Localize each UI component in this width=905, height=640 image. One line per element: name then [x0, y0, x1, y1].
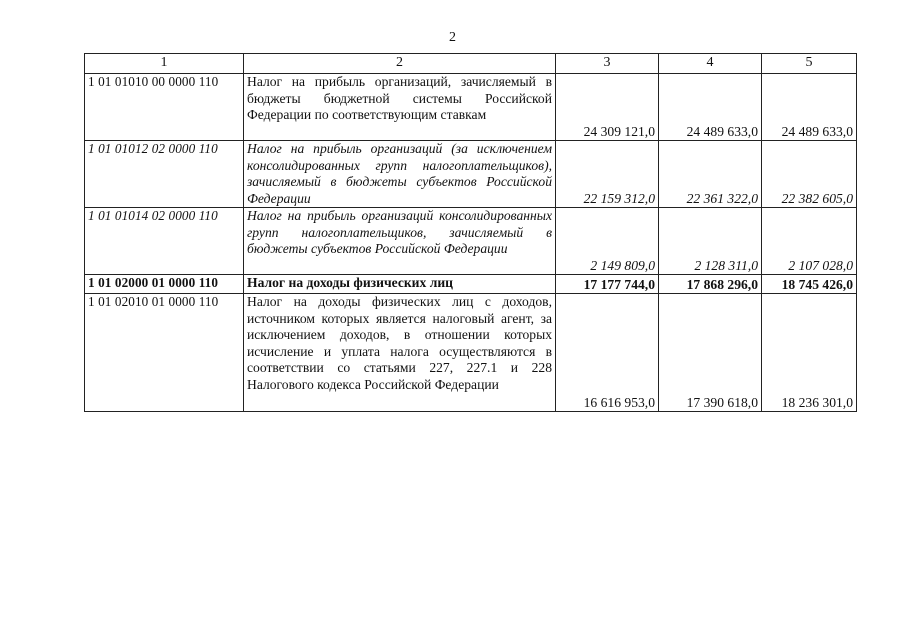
amount-cell-col5: 22 382 605,0 — [762, 141, 857, 208]
revenue-name-cell: Налог на прибыль организаций, зачисляемый в бюджеты бюджетной системы Российской Федерации по соответствующим ставкам — [244, 74, 556, 141]
budget-revenue-table — [84, 53, 857, 412]
amount-cell-col4: 17 868 296,0 — [659, 275, 762, 294]
column-header-5: 5 — [762, 54, 857, 74]
amount-cell-col3: 17 177 744,0 — [556, 275, 659, 294]
budget-code-cell: 1 01 01014 02 0000 110 — [85, 208, 244, 275]
amount-cell-col3: 16 616 953,0 — [556, 294, 659, 412]
amount-cell-col5: 18 236 301,0 — [762, 294, 857, 412]
amount-cell-col3: 24 309 121,0 — [556, 74, 659, 141]
table-row — [85, 74, 857, 141]
column-header-1: 1 — [85, 54, 244, 74]
amount-cell-col5: 24 489 633,0 — [762, 74, 857, 141]
budget-code-cell: 1 01 02010 01 0000 110 — [85, 294, 244, 412]
budget-code-cell: 1 01 01010 00 0000 110 — [85, 74, 244, 141]
page-number: 2 — [449, 30, 456, 45]
column-header-3: 3 — [556, 54, 659, 74]
revenue-name-cell: Налог на прибыль организаций консолидированных групп налогоплательщиков, зачисляемый в бюджеты субъектов Российской Федерации — [244, 208, 556, 275]
budget-code-cell: 1 01 01012 02 0000 110 — [85, 141, 244, 208]
table-row-total — [85, 275, 857, 294]
column-header-4: 4 — [659, 54, 762, 74]
amount-cell-col4: 2 128 311,0 — [659, 208, 762, 275]
table-row — [85, 294, 857, 412]
revenue-name-cell: Налог на прибыль организаций (за исключением консолидированных групп налогоплательщиков), зачисляемый в бюджеты субъектов Российской Федерации — [244, 141, 556, 208]
amount-cell-col5: 2 107 028,0 — [762, 208, 857, 275]
revenue-name-cell: Налог на доходы физических лиц с доходов, источником которых является налоговый агент, за исключением доходов, в отношении которых исчисление и уплата налога осуществляются в соответствии со статьями 227, 227.1 и 228 Налогового кодекса Российской Федерации — [244, 294, 556, 412]
revenue-name-cell: Налог на доходы физических лиц — [244, 275, 556, 294]
table-header-row — [85, 54, 857, 74]
budget-code-cell: 1 01 02000 01 0000 110 — [85, 275, 244, 294]
amount-cell-col4: 17 390 618,0 — [659, 294, 762, 412]
amount-cell-col3: 2 149 809,0 — [556, 208, 659, 275]
column-header-2: 2 — [244, 54, 556, 74]
amount-cell-col4: 22 361 322,0 — [659, 141, 762, 208]
amount-cell-col5: 18 745 426,0 — [762, 275, 857, 294]
table-row — [85, 208, 857, 275]
amount-cell-col3: 22 159 312,0 — [556, 141, 659, 208]
table-row — [85, 141, 857, 208]
amount-cell-col4: 24 489 633,0 — [659, 74, 762, 141]
